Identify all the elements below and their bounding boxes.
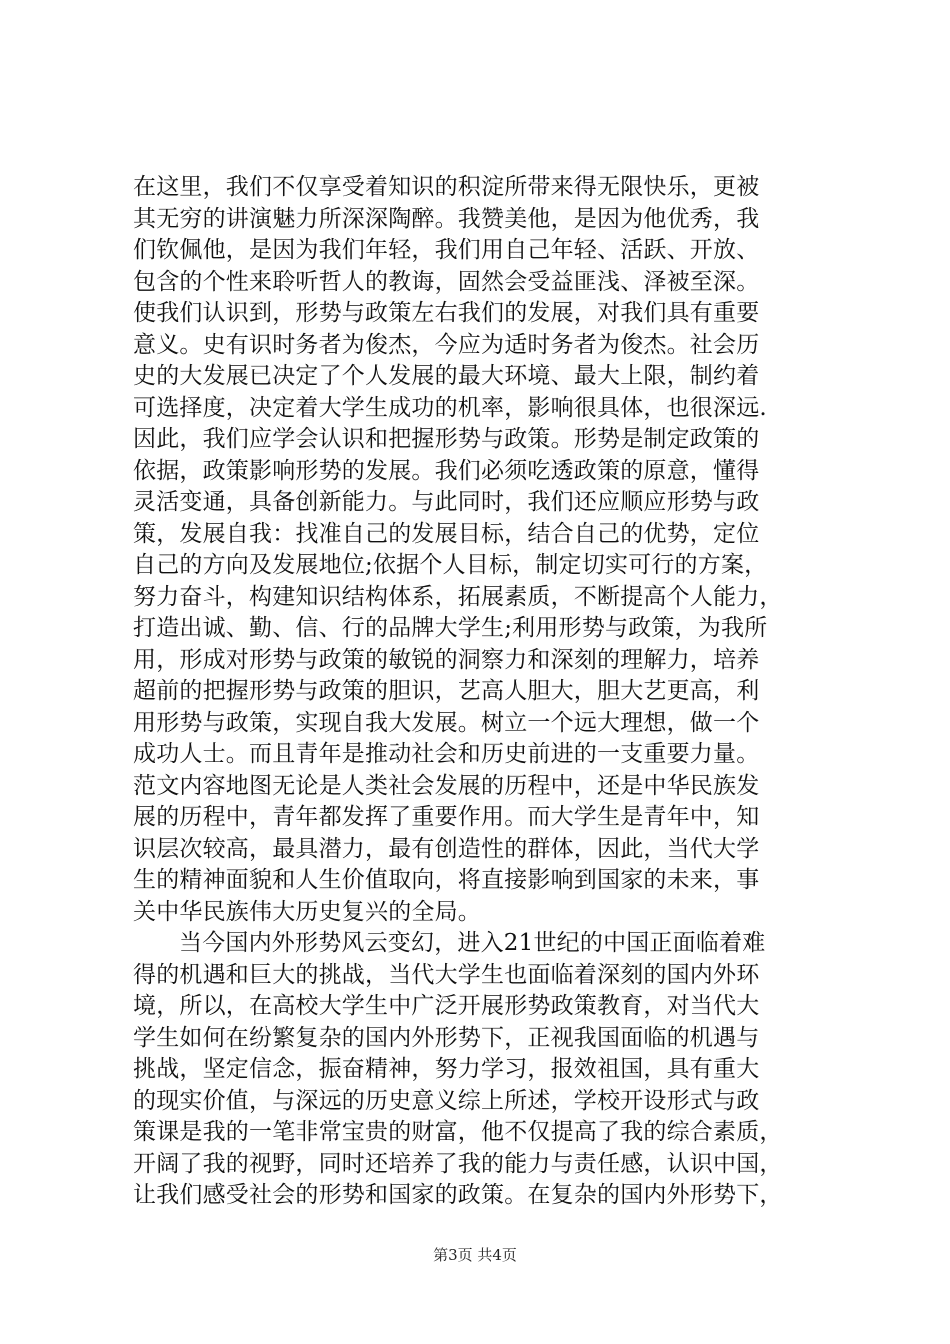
- body-text: [133, 172, 843, 1212]
- text-line: 关中华民族伟大历史复兴的全局。: [133, 898, 481, 925]
- text-line: 在这里，我们不仅享受着知识的积淀所带来得无限快乐，更被: [133, 174, 760, 200]
- text-line: 用，形成对形势与政策的敏锐的洞察力和深刻的理解力，培养: [133, 646, 760, 673]
- text-line: 因此，我们应学会认识和把握形势与政策。形势是制定政策的: [133, 426, 760, 452]
- text-line: 让我们感受社会的形势和国家的政策。在复杂的国内外形势下，: [133, 1182, 783, 1208]
- page-indicator: 第3页 共4页: [433, 1246, 517, 1264]
- text-line: 挑战，坚定信念，振奋精神，努力学习，报效祖国，具有重大: [133, 1056, 760, 1082]
- paragraph-start-line: 当今国内外形势风云变幻，进入21世纪的中国正面临着难: [179, 930, 766, 956]
- text-line: 其无穷的讲演魅力所深深陶醉。我赞美他，是因为他优秀，我: [133, 205, 760, 232]
- text-line: 的现实价值，与深远的历史意义综上所述，学校开设形式与政: [133, 1087, 760, 1114]
- text-line: 史的大发展已决定了个人发展的最大环境、最大上限，制约着: [133, 363, 760, 389]
- page-footer: [0, 1244, 950, 1265]
- text-line: 包含的个性来聆听哲人的教诲，固然会受益匪浅、泽被至深。: [133, 268, 760, 295]
- text-line: 超前的把握形势与政策的胆识，艺高人胆大，胆大艺更高，利: [133, 678, 760, 704]
- text-line: 依据，政策影响形势的发展。我们必须吃透政策的原意，懂得: [133, 457, 760, 484]
- text-line: 学生如何在纷繁复杂的国内外形势下，正视我国面临的机遇与: [133, 1024, 760, 1051]
- text-line: 用形势与政策，实现自我大发展。树立一个远大理想，做一个: [133, 709, 760, 736]
- text-line: 范文内容地图无论是人类社会发展的历程中，还是中华民族发: [133, 772, 760, 799]
- text-line: 努力奋斗，构建知识结构体系，拓展素质，不断提高个人能力，: [133, 583, 783, 610]
- text-line: 意义。史有识时务者为俊杰，今应为适时务者为俊杰。社会历: [133, 331, 760, 358]
- text-line: 识层次较高，最具潜力，最有创造性的群体，因此，当代大学: [133, 835, 760, 862]
- text-line: 灵活变通，具备创新能力。与此同时，我们还应顺应形势与政: [133, 489, 760, 515]
- text-line: 们钦佩他，是因为我们年轻，我们用自己年轻、活跃、开放、: [133, 237, 760, 263]
- text-line: 境，所以，在高校大学生中广泛开展形势政策教育，对当代大: [133, 993, 760, 1019]
- text-line: 可选择度，决定着大学生成功的机率，影响很具体，也很深远.: [133, 394, 767, 421]
- text-line: 策课是我的一笔非常宝贵的财富，他不仅提高了我的综合素质，: [133, 1119, 783, 1145]
- text-line: 策，发展自我：找准自己的发展目标，结合自己的优势，定位: [133, 520, 760, 547]
- text-line: 自己的方向及发展地位;依据个人目标，制定切实可行的方案，: [133, 552, 768, 578]
- text-line: 打造出诚、勤、信、行的品牌大学生;利用形势与政策，为我所: [133, 615, 768, 641]
- text-line: 得的机遇和巨大的挑战，当代大学生也面临着深刻的国内外环: [133, 961, 760, 988]
- text-line: 开阔了我的视野，同时还培养了我的能力与责任感，认识中国，: [133, 1150, 783, 1177]
- text-line: 生的精神面貌和人生价值取向，将直接影响到国家的未来，事: [133, 867, 760, 893]
- text-line: 使我们认识到，形势与政策左右我们的发展，对我们具有重要: [133, 300, 760, 326]
- text-line: 成功人士。而且青年是推动社会和历史前进的一支重要力量。: [133, 741, 760, 767]
- text-line: 展的历程中，青年都发挥了重要作用。而大学生是青年中，知: [133, 804, 760, 830]
